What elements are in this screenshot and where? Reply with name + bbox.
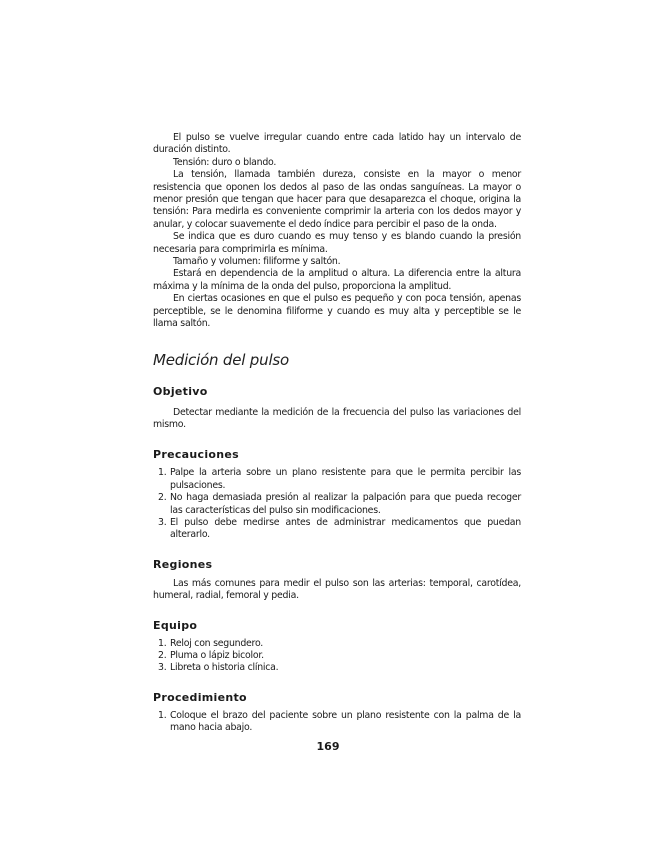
precauciones-list — [153, 467, 521, 541]
section-title: Medición del pulso — [153, 350, 289, 369]
intro-paragraph: La tensión, llamada también dureza, consiste en la mayor o menor resistencia que oponen los dedos al paso de las ondas sanguíneas. La mayor o menor presión que tengan que hacer para que desaparezca el choque, origina la tensión: Para medirla es conveniente comprimir la arteria con los dedos mayor y anular, y colocar suavemente el dedo índice para percibir el paso de la onda. — [153, 169, 521, 230]
list-item: 1. Palpe la arteria sobre un plano resistente para que le permita percibir las pulsaciones. — [158, 467, 521, 491]
page-number: 169 — [316, 740, 340, 753]
intro-subheading-tamano: Tamaño y volumen: filiforme y saltón. — [173, 256, 341, 268]
procedimiento-list — [153, 710, 521, 735]
list-item: 3. El pulso debe medirse antes de administrar medicamentos que puedan alterarlo. — [158, 516, 521, 541]
regiones-heading: Regiones — [153, 557, 213, 571]
procedimiento-heading: Procedimiento — [153, 690, 247, 704]
list-item: 1. Reloj con segundero. — [158, 637, 264, 649]
intro-paragraph: Estará en dependencia de la amplitud o altura. La diferencia entre la altura máxima y la mínima de la onda del pulso, proporciona la amplitud. — [153, 268, 521, 292]
intro-paragraph: El pulso se vuelve irregular cuando entre cada latido hay un intervalo de duración distinto. — [153, 132, 521, 156]
objetivo-text: Detectar mediante la medición de la frecuencia del pulso las variaciones del mismo. — [153, 406, 521, 430]
list-item: 2. No haga demasiada presión al realizar la palpación para que pueda recoger las características del pulso sin modificaciones. — [158, 492, 521, 516]
objetivo-heading: Objetivo — [153, 384, 208, 398]
page-content — [153, 132, 521, 735]
regiones-text: Las más comunes para medir el pulso son las arterias: temporal, carotídea, humeral, radial, femoral y pedia. — [153, 577, 521, 602]
equipo-heading: Equipo — [153, 618, 198, 632]
list-item: 2. Pluma o lápiz bicolor. — [158, 649, 264, 661]
list-item: 3. Libreta o historia clínica. — [158, 662, 279, 674]
intro-paragraph: Se indica que es duro cuando es muy tenso y es blando cuando la presión necesaria para comprimirla es mínima. — [153, 231, 521, 255]
equipo-list — [153, 638, 521, 675]
intro-paragraph: En ciertas ocasiones en que el pulso es pequeño y con poca tensión, apenas perceptible, se le denomina filiforme y cuando es muy alta y perceptible se le llama saltón. — [153, 293, 521, 330]
list-item: 1. Coloque el brazo del paciente sobre un plano resistente con la palma de la mano hacia abajo. — [158, 709, 521, 734]
precauciones-heading: Precauciones — [153, 448, 240, 462]
intro-subheading-tension: Tensión: duro o blando. — [173, 156, 277, 168]
